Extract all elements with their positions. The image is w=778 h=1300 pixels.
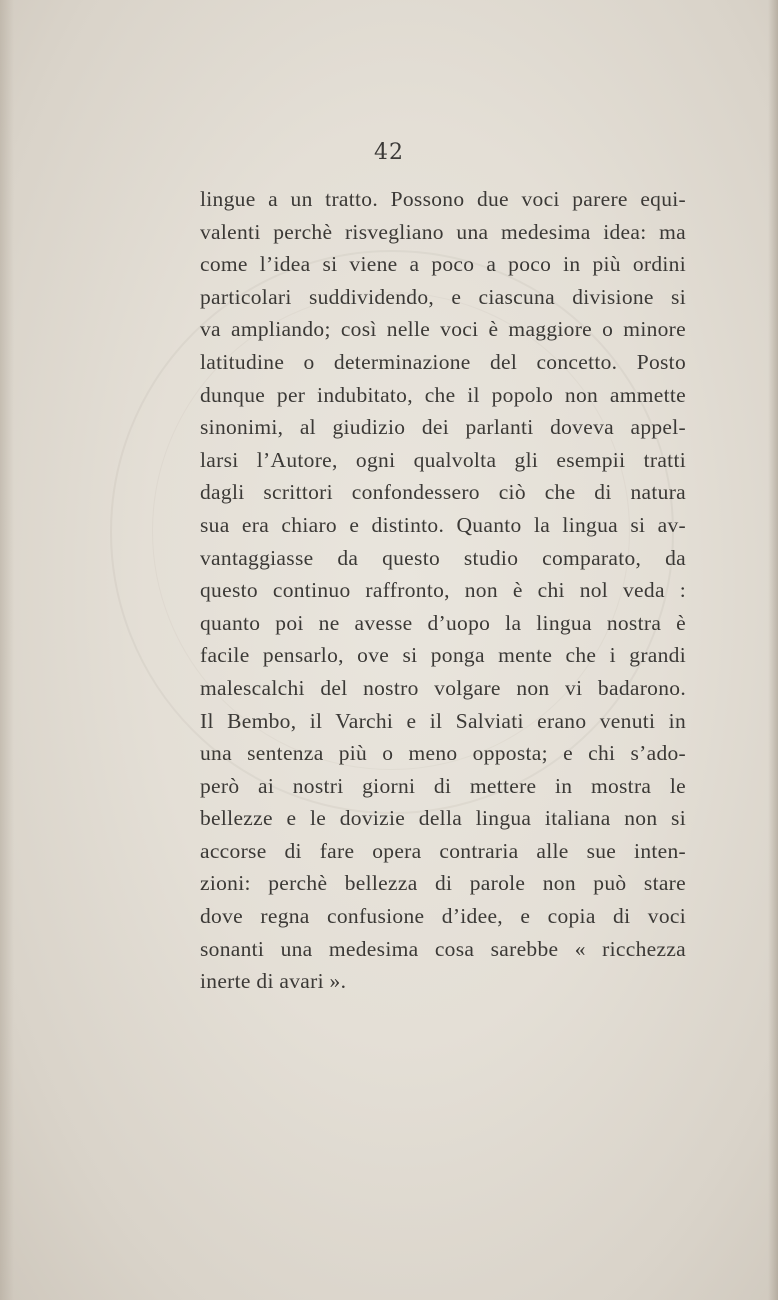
text-line: larsi l’Autore, ogni qualvolta gli esempii tratti — [200, 447, 686, 472]
text-line: Il Bembo, il Varchi e il Salviati erano venuti in — [200, 708, 686, 733]
page-edge-right — [768, 0, 778, 1300]
text-line: questo continuo raffronto, non è chi nol veda : — [200, 578, 686, 603]
text-line: una sentenza più o meno opposta; e chi s’ado- — [200, 741, 686, 766]
text-line: bellezze e le dovizie della lingua italiana non si — [200, 806, 686, 831]
text-line: quanto poi ne avesse d’uopo la lingua nostra è — [200, 610, 686, 635]
page-number: 42 — [374, 140, 404, 165]
text-line: sinonimi, al giudizio dei parlanti doveva appel- — [200, 415, 686, 440]
text-line: lingue a un tratto. Possono due voci parere equi- — [200, 187, 686, 211]
text-line: dove regna confusione d’idee, e copia di voci — [200, 904, 686, 929]
text-line: zioni: perchè bellezza di parole non può stare — [200, 871, 686, 896]
text-line: malescalchi del nostro volgare non vi badarono. — [200, 675, 686, 700]
body-text — [200, 183, 686, 998]
text-line: particolari suddividendo, e ciascuna divisione si — [200, 284, 686, 309]
text-line: valenti perchè risvegliano una medesima idea: ma — [200, 219, 686, 244]
text-line: latitudine o determinazione del concetto. Posto — [200, 349, 686, 374]
page-edge-left — [0, 0, 14, 1300]
text-line: dagli scrittori confondessero ciò che di natura — [200, 480, 686, 505]
text-line: sua era chiaro e distinto. Quanto la lingua si av- — [200, 512, 686, 537]
text-line: dunque per indubitato, che il popolo non ammette — [200, 382, 686, 407]
text-line: sonanti una medesima cosa sarebbe « ricchezza — [200, 936, 686, 961]
text-line: come l’idea si viene a poco a poco in più ordini — [200, 252, 686, 277]
text-line: però ai nostri giorni di mettere in mostra le — [200, 773, 686, 798]
text-line: vantaggiasse da questo studio comparato, da — [200, 545, 686, 570]
text-line: accorse di fare opera contraria alle sue inten- — [200, 838, 686, 863]
text-line-last: inerte di avari ». — [200, 969, 347, 994]
text-line: facile pensarlo, ove si ponga mente che i grandi — [200, 643, 686, 668]
text-line: va ampliando; così nelle voci è maggiore o minore — [200, 317, 686, 342]
